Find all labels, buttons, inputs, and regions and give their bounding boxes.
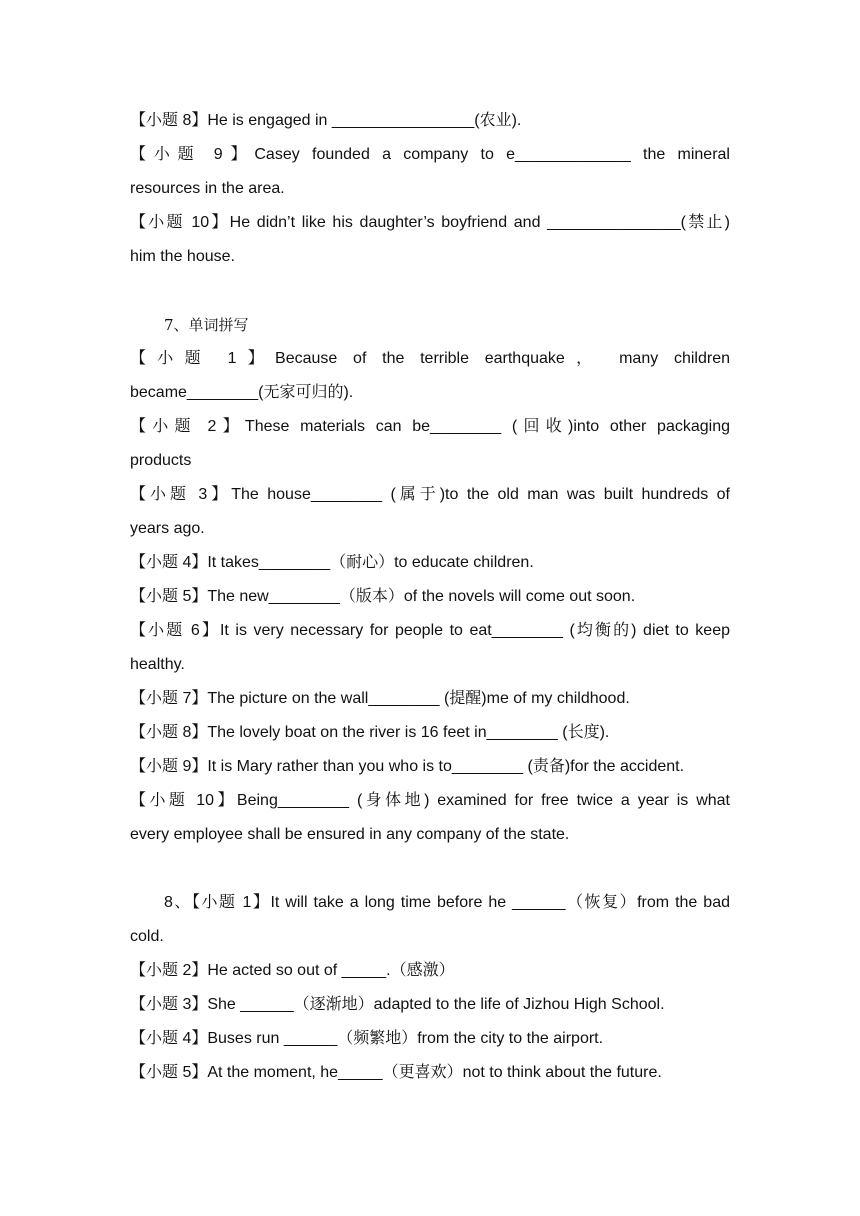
question-item	[130, 206, 730, 274]
question-text: 【小题 6】It is very necessary for people to eat________ (均衡的) diet to keep	[130, 622, 730, 639]
question-text-continued: years ago.	[130, 520, 205, 537]
question-text: 【小题 10】He didn’t like his daughter’s boyfriend and _______________(禁止)	[130, 214, 730, 231]
question-text: 【小题 2】These materials can be________ (回收)into other packaging	[130, 418, 730, 435]
question-text: 【小题 4】It takes________（耐心）to educate children.	[130, 554, 534, 571]
question-text: 【小题 5】At the moment, he_____（更喜欢）not to think about the future.	[130, 1064, 662, 1081]
question-text-continued: became________(无家可归的).	[130, 384, 354, 401]
question-text-continued: resources in the area.	[130, 180, 285, 197]
question-item	[130, 1056, 730, 1090]
spacer	[130, 274, 730, 308]
question-text: 【小题 1】Because of the terrible earthquake， many children	[130, 350, 730, 367]
question-item	[130, 546, 730, 580]
question-item	[130, 410, 730, 478]
question-item	[130, 988, 730, 1022]
question-text: 【小题 4】Buses run ______（频繁地）from the city to the airport.	[130, 1030, 604, 1047]
question-item	[130, 886, 730, 954]
question-item	[130, 478, 730, 546]
question-text: 【小题 3】The house________ (属于)to the old man was built hundreds of	[130, 486, 730, 503]
question-item	[130, 614, 730, 682]
question-text-continued: products	[130, 452, 192, 469]
question-text: 【小题 5】The new________（版本）of the novels will come out soon.	[130, 588, 636, 605]
question-item	[130, 750, 730, 784]
question-item	[130, 580, 730, 614]
question-text: 【小题 9】It is Mary rather than you who is to________ (责备)for the accident.	[130, 758, 685, 775]
question-item	[130, 716, 730, 750]
question-item	[130, 784, 730, 852]
section-heading: 7、单词拼写	[164, 316, 249, 334]
question-text: 【小题 3】She ______（逐渐地）adapted to the life of Jizhou High School.	[130, 996, 665, 1013]
question-text: 【小题 10】Being________ (身体地) examined for free twice a year is what	[130, 792, 730, 809]
question-item	[130, 104, 730, 138]
question-text-continued: every employee shall be ensured in any company of the state.	[130, 826, 570, 843]
question-text: 8、【小题 1】It will take a long time before he ______（恢复）from the bad	[164, 894, 730, 911]
question-item	[130, 138, 730, 206]
question-text-continued: him the house.	[130, 248, 235, 265]
question-text: 【小题 9】Casey founded a company to e_____________ the mineral	[130, 146, 730, 163]
question-item	[130, 954, 730, 988]
question-text-continued: cold.	[130, 928, 164, 945]
question-text: 【小题 8】The lovely boat on the river is 16 feet in________ (长度).	[130, 724, 610, 741]
spacer	[130, 852, 730, 886]
document-page	[130, 104, 730, 1090]
question-text: 【小题 7】The picture on the wall________ (提醒)me of my childhood.	[130, 690, 630, 707]
question-item	[130, 682, 730, 716]
question-text: 【小题 8】He is engaged in ________________(农业).	[130, 112, 522, 129]
question-item	[130, 342, 730, 410]
question-text: 【小题 2】He acted so out of _____.（感激）	[130, 962, 455, 979]
question-text-continued: healthy.	[130, 656, 185, 673]
question-item	[130, 1022, 730, 1056]
